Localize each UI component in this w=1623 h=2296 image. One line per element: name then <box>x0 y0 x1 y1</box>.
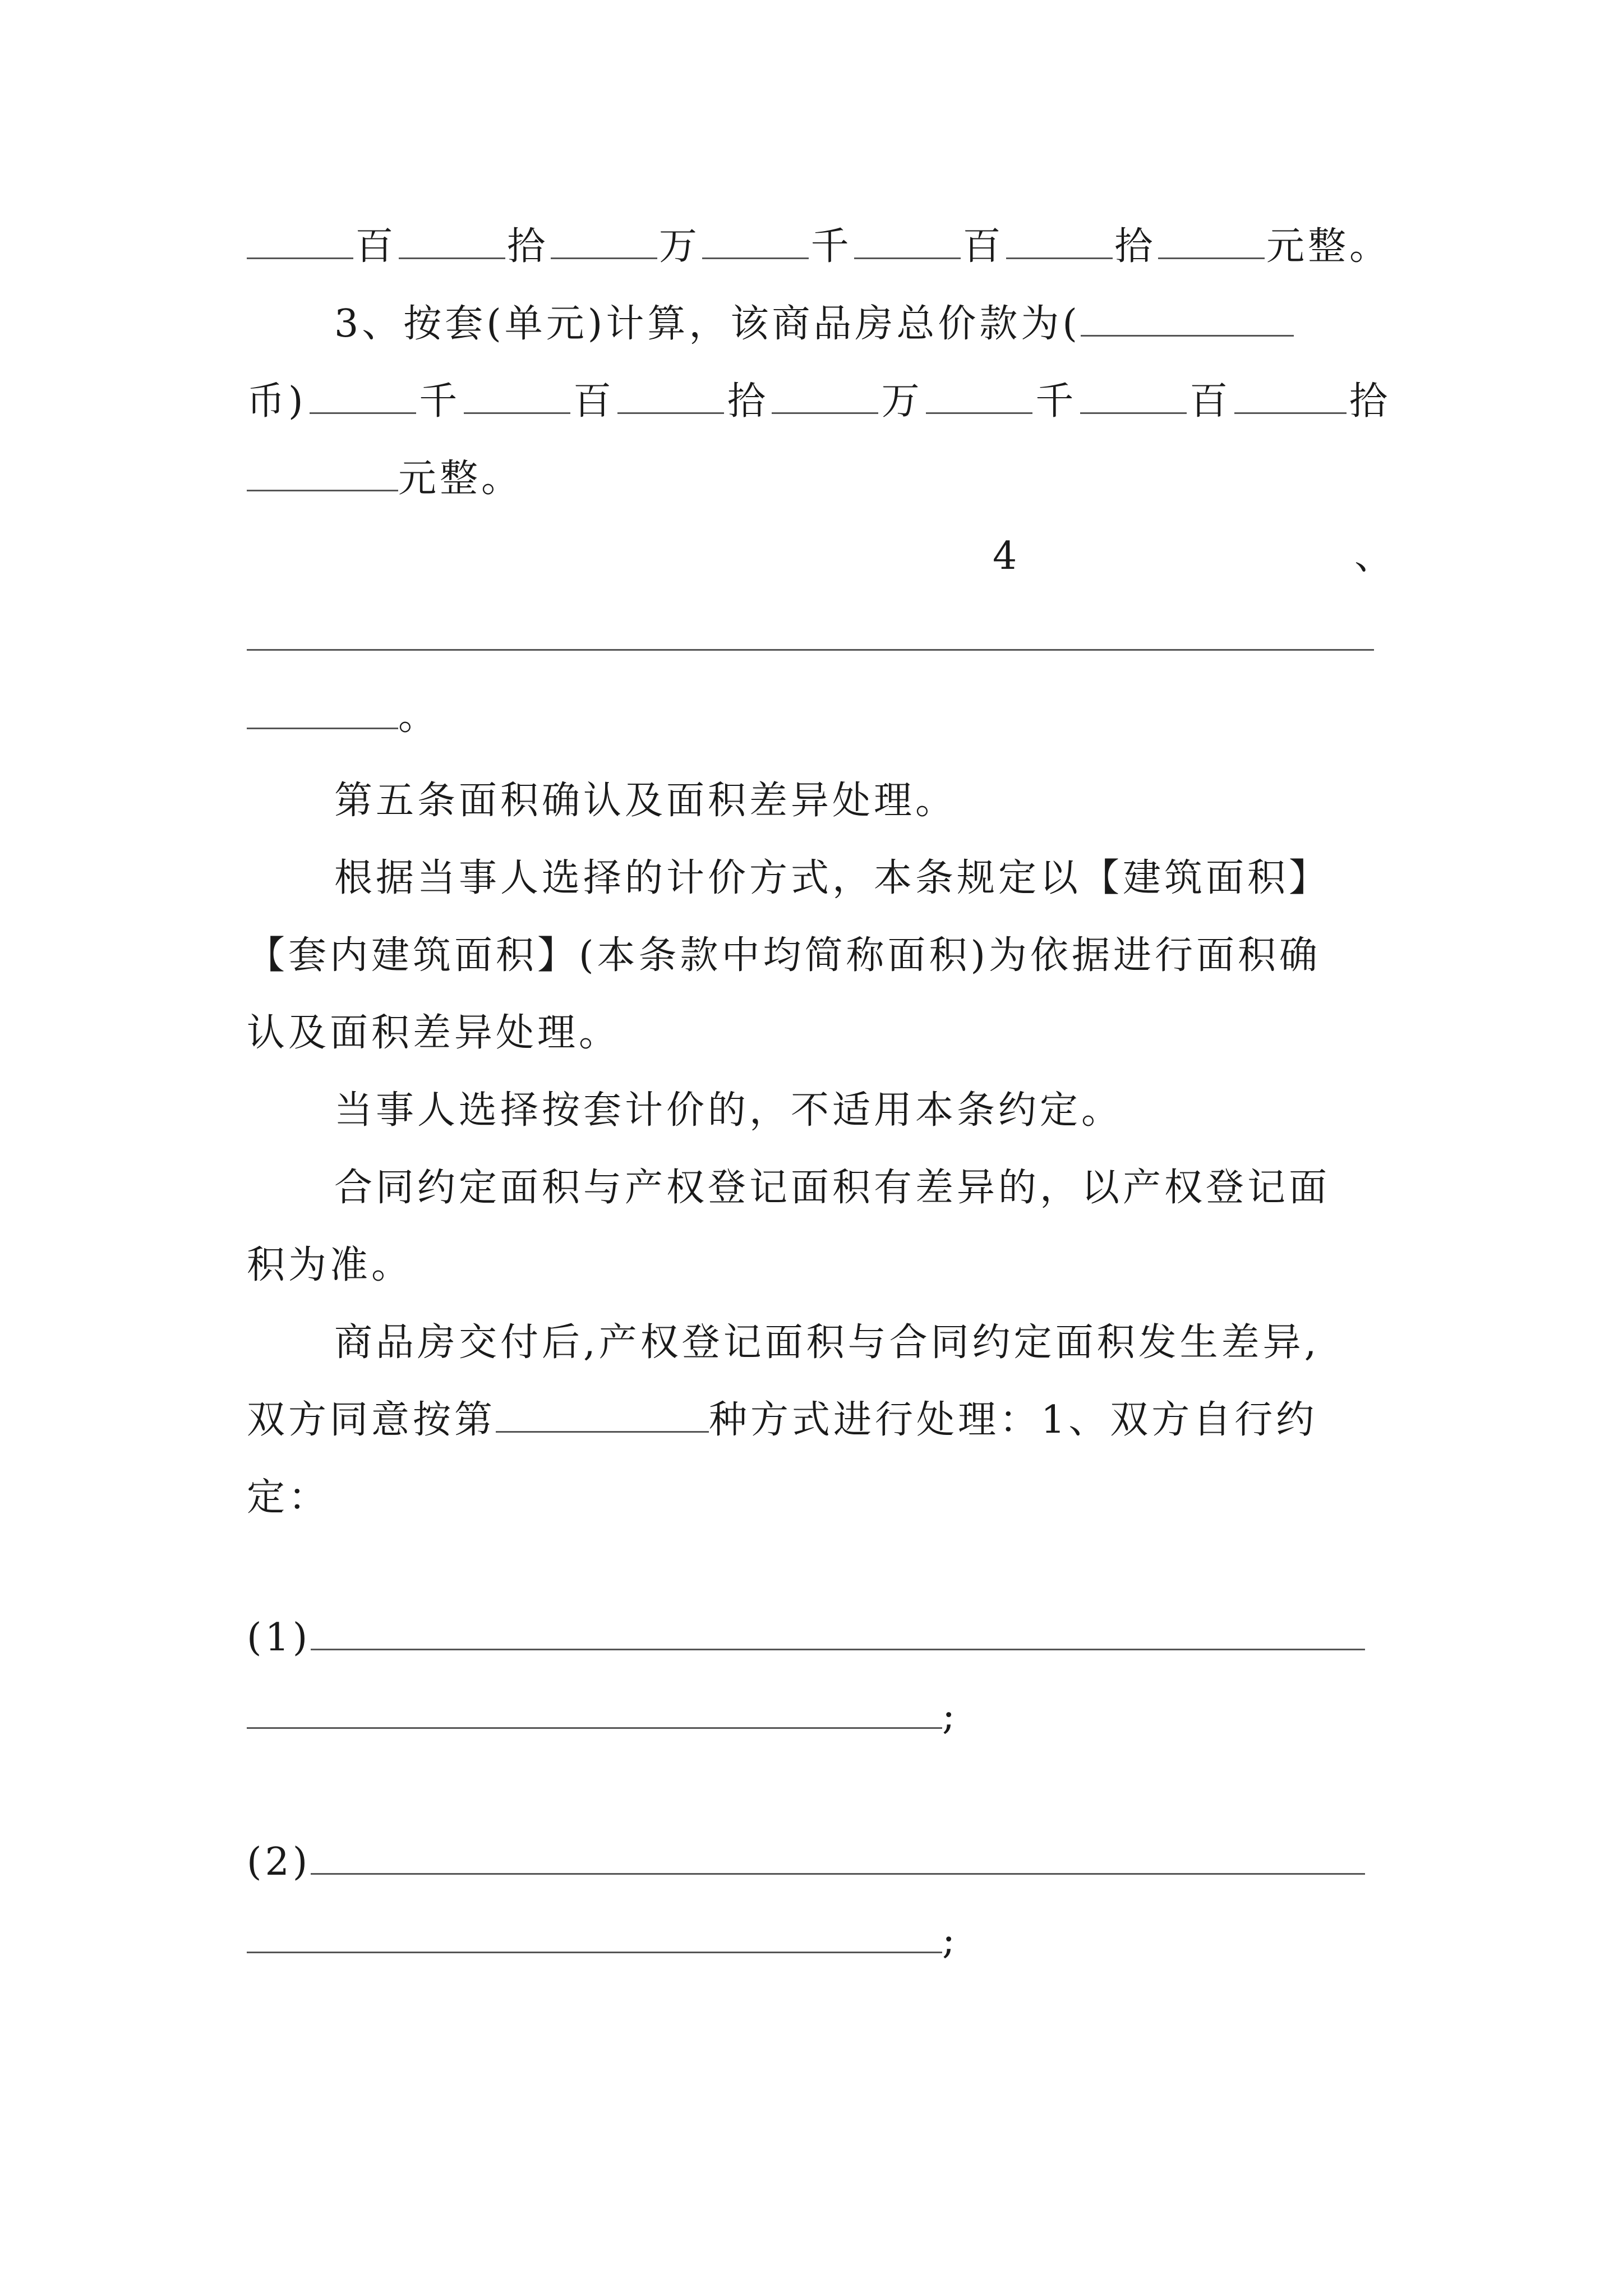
amount-words-line <box>247 368 1391 435</box>
blank[interactable] <box>702 220 809 259</box>
currency-blank[interactable] <box>1081 298 1294 337</box>
clause-text: 3、按套(单元)计算，该商品房总价款为( <box>334 302 1081 346</box>
paragraph-line <box>247 1464 1391 1531</box>
blank[interactable] <box>399 220 505 259</box>
paragraph-text: 合同约定面积与产权登记面积有差异的，以产权登记面 <box>334 1166 1331 1210</box>
blank[interactable] <box>854 220 961 259</box>
blank[interactable] <box>617 375 724 414</box>
unit-label: 元整。 <box>1266 224 1391 269</box>
item-blank[interactable] <box>311 1612 1365 1650</box>
paragraph-text: 当事人选择按套计价的，不适用本条约定。 <box>334 1088 1123 1133</box>
unit-label: 拾 <box>727 379 769 424</box>
unit-label: 万 <box>881 379 923 424</box>
paragraph-line <box>247 1000 1391 1067</box>
blank[interactable] <box>1006 220 1113 259</box>
paragraph-text: 商品房交付后,产权登记面积与合同约定面积发生差异, <box>334 1320 1320 1365</box>
paragraph-text: 种方式进行处理：1、双方自行约 <box>709 1398 1318 1442</box>
agreement-item-2-continued <box>247 1907 1391 1975</box>
paragraph-line <box>247 845 1391 912</box>
paragraph-text: 根据当事人选择的计价方式，本条规定以【建筑面积】 <box>334 856 1331 900</box>
unit-label: 拾 <box>1114 224 1156 269</box>
line-end: ; <box>942 1918 958 1963</box>
unit-label: 万 <box>658 224 700 269</box>
paragraph-text: 【套内建筑面积】(本条款中均简称面积)为依据进行面积确 <box>247 933 1321 978</box>
fill-line <box>247 605 1391 672</box>
unit-label: 拾 <box>507 224 549 269</box>
blank[interactable] <box>464 375 570 414</box>
fill-line <box>247 683 1391 751</box>
agreement-item-1 <box>247 1604 1391 1672</box>
unit-label: 千 <box>419 379 461 424</box>
paragraph-text: 定： <box>247 1475 330 1520</box>
line-end: ; <box>942 1694 958 1738</box>
item-blank[interactable] <box>247 1915 942 1953</box>
clause-number: 4 <box>993 534 1021 578</box>
unit-label: 百 <box>355 224 397 269</box>
clause-number-line <box>247 523 1396 590</box>
blank[interactable] <box>247 691 398 729</box>
unit-label: 拾 <box>1349 379 1391 424</box>
agreement-item-2 <box>247 1829 1391 1896</box>
heading-text: 第五条面积确认及面积差异处理。 <box>334 779 957 823</box>
item-blank[interactable] <box>247 1690 942 1729</box>
unit-label: 千 <box>810 224 852 269</box>
unit-label: 元整。 <box>398 457 523 501</box>
unit-label: 币) <box>247 379 307 424</box>
blank[interactable] <box>1158 220 1265 259</box>
item-label: (2) <box>247 1840 311 1884</box>
method-number-blank[interactable] <box>496 1394 709 1433</box>
blank[interactable] <box>926 375 1032 414</box>
blank[interactable] <box>247 453 398 491</box>
item-label: (1) <box>247 1616 311 1660</box>
paragraph-line <box>247 1387 1391 1454</box>
unit-label: 百 <box>573 379 615 424</box>
paragraph-line <box>247 1077 1391 1144</box>
paragraph-text: 积为准。 <box>247 1243 413 1287</box>
section-heading <box>247 767 1391 835</box>
amount-end-line <box>247 445 1391 513</box>
amount-words-line <box>247 213 1391 280</box>
blank[interactable] <box>1080 375 1187 414</box>
total-price-line <box>247 291 1391 358</box>
blank[interactable] <box>247 612 1374 651</box>
paragraph-text: 双方同意按第 <box>247 1398 496 1442</box>
clause-separator: 、 <box>1354 534 1396 578</box>
paragraph-line <box>247 1154 1391 1222</box>
blank[interactable] <box>247 220 353 259</box>
blank[interactable] <box>551 220 657 259</box>
agreement-item-1-continued <box>247 1683 1391 1750</box>
paragraph-line <box>247 1232 1391 1299</box>
line-end: 。 <box>398 694 440 739</box>
paragraph-line <box>247 922 1391 990</box>
blank[interactable] <box>1234 375 1347 414</box>
unit-label: 百 <box>962 224 1004 269</box>
unit-label: 百 <box>1189 379 1232 424</box>
item-blank[interactable] <box>311 1836 1365 1875</box>
paragraph-line <box>247 1309 1391 1377</box>
blank[interactable] <box>310 375 416 414</box>
paragraph-text: 认及面积差异处理。 <box>247 1011 621 1055</box>
blank[interactable] <box>772 375 878 414</box>
unit-label: 千 <box>1035 379 1077 424</box>
